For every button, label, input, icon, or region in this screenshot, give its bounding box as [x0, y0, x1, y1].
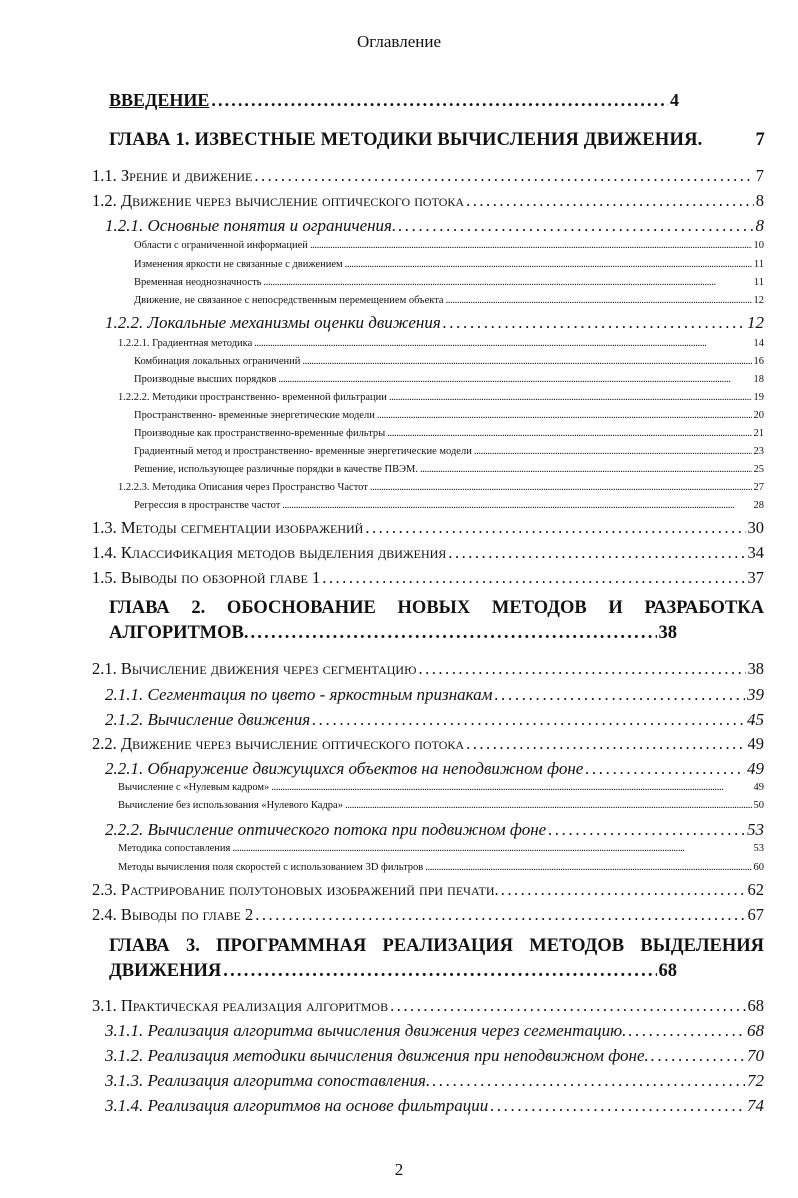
toc-entry-page: 8	[755, 191, 764, 210]
toc-entry-title: 1.2.2. Локальные механизмы оценки движения	[105, 313, 441, 332]
dot-leader	[211, 90, 668, 111]
toc-entry-title: 1.4. Классификация методов выделения движения	[92, 543, 447, 562]
dot-leader	[446, 295, 752, 306]
dot-leader	[425, 862, 751, 873]
toc-entry-title: ВВЕДЕНИЕ	[109, 90, 210, 110]
page-title: Оглавление	[357, 32, 441, 51]
toc-entry-2-2-2[interactable]	[105, 820, 764, 840]
toc-entry-3-1-4[interactable]	[105, 1096, 764, 1116]
dot-leader	[548, 820, 745, 840]
toc-entry-2-3[interactable]	[92, 880, 764, 900]
dot-leader	[232, 843, 751, 854]
dot-leader	[490, 1096, 745, 1116]
toc-entry-page: 67	[747, 905, 764, 924]
dot-leader	[370, 482, 752, 493]
dot-leader	[389, 392, 752, 403]
toc-entry-temporal[interactable]	[134, 277, 764, 288]
toc-entry-energy-models[interactable]	[134, 410, 764, 421]
toc-entry-page: 53	[747, 820, 764, 839]
toc-entry-page: 14	[753, 338, 764, 349]
dot-leader	[448, 543, 745, 563]
toc-entry-title: Комбинация локальных ограничений	[134, 356, 301, 367]
toc-entry-page: 38	[747, 659, 764, 678]
dot-leader	[278, 374, 751, 385]
toc-entry-title: 1.2.1. Основные понятия и ограничения.	[105, 216, 397, 235]
dot-leader	[312, 710, 745, 730]
toc-entry-title: 2.2.1. Обнаружение движущихся объектов на неподвижном фоне	[105, 759, 584, 778]
toc-entry-title: Пространственно- временные энергетические модели	[134, 410, 375, 421]
toc-entry-page: 10	[753, 240, 764, 251]
toc-entry-title: ГЛАВА 3. ПРОГРАММНАЯ РЕАЛИЗАЦИЯ МЕТОДОВ ВЫДЕЛЕНИЯ	[109, 936, 764, 956]
toc-entry-page: 34	[747, 543, 764, 562]
toc-entry-title: Вычисление без использования «Нулевого Кадра»	[118, 800, 343, 811]
toc-entry-limited-info[interactable]	[134, 240, 764, 251]
toc-entry-page: 4	[670, 90, 679, 110]
toc-entry-title: Изменения яркости не связанные с движением	[134, 259, 343, 270]
toc-entry-title: 2.1.2. Вычисление движения	[105, 710, 311, 729]
dot-leader	[254, 166, 753, 186]
toc-entry-frequency-regression[interactable]	[134, 500, 764, 511]
dot-leader	[501, 880, 746, 900]
toc-entry-title: 2.4. Выводы по главе 2	[92, 905, 254, 924]
page-number: 2	[394, 1160, 404, 1179]
toc-entry-title: 2.3. Растрирование полутоновых изображений при печати.	[92, 880, 499, 899]
dot-leader	[322, 568, 745, 588]
toc-entry-page: 7	[755, 130, 765, 150]
toc-entry-title: 1.1. Зрение и движение	[92, 166, 253, 185]
toc-entry-page: 19	[753, 392, 764, 403]
toc-entry-1-2-1[interactable]	[105, 216, 764, 236]
dot-leader	[271, 782, 751, 793]
toc-entry-derivative-filters[interactable]	[134, 428, 764, 439]
toc-entry-title: 2.2. Движение через вычисление оптического потока	[92, 734, 465, 753]
toc-entry-page: 50	[753, 800, 764, 811]
dot-leader	[387, 428, 751, 439]
toc-entry-page: 21	[753, 428, 764, 439]
toc-entry-page: 11	[753, 277, 764, 288]
toc-entry-page: 7	[755, 166, 764, 185]
toc-entry-title: 3.1.4. Реализация алгоритмов на основе фильтрации	[105, 1096, 489, 1115]
toc-entry-page: 70	[747, 1046, 764, 1065]
toc-entry-1-2-2-1[interactable]	[118, 338, 764, 349]
toc-entry-title-continued: АЛГОРИТМОВ.	[109, 623, 249, 643]
toc-entry-gradient-energy[interactable]	[134, 446, 764, 457]
toc-entry-title: Производные как пространственно-временные фильтры	[134, 428, 386, 439]
dot-leader	[585, 759, 745, 779]
toc-entry-title: 2.1.1. Сегментация по цвето - яркостным признакам	[105, 685, 493, 704]
toc-entry-title: 1.2. Движение через вычисление оптического потока	[92, 191, 465, 210]
toc-entry-page: 68	[747, 996, 764, 1015]
toc-entry-page: 49	[747, 734, 764, 753]
toc-entry-title: 1.3. Методы сегментации изображений	[92, 518, 364, 537]
toc-entry-title: ГЛАВА 2. ОБОСНОВАНИЕ НОВЫХ МЕТОДОВ И РАЗРАБОТКА	[109, 598, 764, 618]
toc-entry-title: Движение, не связанное с непосредственным перемещением объекта	[134, 295, 444, 306]
toc-entry-title: 2.2.2. Вычисление оптического потока при подвижном фоне	[105, 820, 547, 839]
dot-leader	[254, 338, 751, 349]
toc-entry-1-4[interactable]	[92, 543, 764, 563]
toc-entry-1-2-2[interactable]	[105, 313, 764, 333]
toc-entry-page: 49	[753, 782, 764, 793]
toc-entry-title: 2.1. Вычисление движения через сегментацию	[92, 659, 417, 678]
toc-entry-title: 3.1.1. Реализация алгоритма вычисления движения через сегментацию.	[105, 1021, 627, 1040]
dot-leader	[651, 1046, 745, 1066]
toc-entry-page: 25	[753, 464, 764, 475]
toc-entry-title: Методика сопоставления	[118, 843, 231, 854]
toc-entry-page: 28	[753, 500, 764, 511]
dot-leader	[310, 240, 752, 251]
toc-entry-title: 1.5. Выводы по обзорной главе 1	[92, 568, 321, 587]
toc-entry-title: 3.1.2. Реализация методики вычисления движения при неподвижном фоне.	[105, 1046, 649, 1065]
toc-entry-page: 23	[753, 446, 764, 457]
toc-entry-page: 68	[658, 961, 677, 981]
toc-entry-title: 1.2.2.3. Методика Описания через Пространство Частот	[118, 482, 368, 493]
toc-entry-page: 62	[747, 880, 764, 899]
toc-entry-page: 27	[753, 482, 764, 493]
toc-entry-3-1-2[interactable]	[105, 1046, 764, 1066]
toc-entry-page: 8	[755, 216, 764, 235]
toc-entry-title: 3.1.3. Реализация алгоритма сопоставления.	[105, 1071, 431, 1090]
dot-leader	[466, 734, 745, 754]
toc-entry-nonmoving[interactable]	[134, 295, 764, 306]
dot-leader	[345, 259, 752, 270]
toc-entry-orders-solution[interactable]	[134, 464, 764, 475]
toc-entry-page: 74	[747, 1096, 764, 1115]
toc-entry-1-1[interactable]	[92, 166, 764, 186]
toc-entry-2-2[interactable]	[92, 734, 764, 754]
dot-leader	[377, 410, 752, 421]
dot-leader	[443, 313, 745, 333]
dot-leader	[398, 216, 753, 236]
toc-entry-1-3[interactable]	[92, 518, 764, 538]
toc-entry-chapter-3[interactable]	[109, 936, 764, 982]
toc-entry-title: Методы вычисления поля скоростей с использованием 3D фильтров	[118, 862, 424, 873]
dot-leader	[495, 685, 745, 705]
toc-entry-title: Области с ограниченной информацией	[134, 240, 308, 251]
toc-entry-zero-frame[interactable]	[118, 782, 764, 793]
toc-entry-page: 12	[747, 313, 764, 332]
toc-entry-page: 60	[753, 862, 764, 873]
toc-entry-title: Вычисление с «Нулевым кадром»	[118, 782, 270, 793]
toc-entry-page: 68	[747, 1021, 764, 1040]
toc-entry-3-1-3[interactable]	[105, 1071, 764, 1091]
toc-entry-page: 11	[753, 259, 764, 270]
toc-entry-page: 12	[753, 295, 764, 306]
dot-leader	[390, 996, 745, 1016]
toc-entry-3-1-1[interactable]	[105, 1021, 764, 1041]
toc-entry-page: 49	[747, 759, 764, 778]
toc-entry-1-2-2-3[interactable]	[118, 482, 764, 493]
dot-leader	[223, 961, 656, 982]
toc-entry-page: 37	[747, 568, 764, 587]
toc-entry-page: 53	[753, 843, 764, 854]
dot-leader	[282, 500, 751, 511]
dot-leader	[432, 1071, 745, 1091]
toc-entry-matching[interactable]	[118, 843, 764, 854]
toc-entry-local-constraints[interactable]	[134, 356, 764, 367]
toc-entry-page: 38	[658, 623, 677, 643]
toc-entry-1-2-2-2[interactable]	[118, 392, 764, 403]
toc-entry-title: Решение, использующее различные порядки в качестве ПВЭМ.	[134, 464, 419, 475]
toc-entry-2-1-2[interactable]	[105, 710, 764, 730]
toc-entry-title: 3.1. Практическая реализация алгоритмов	[92, 996, 389, 1015]
toc-entry-chapter-1[interactable]	[109, 130, 765, 151]
dot-leader	[302, 356, 751, 367]
dot-leader	[255, 905, 745, 925]
toc-entry-title: Производные высших порядков	[134, 374, 277, 385]
dot-leader	[474, 446, 752, 457]
toc-entry-title: ГЛАВА 1. ИЗВЕСТНЫЕ МЕТОДИКИ ВЫЧИСЛЕНИЯ ДВИЖЕНИЯ.	[109, 130, 703, 150]
toc-entry-2-1[interactable]	[92, 659, 764, 679]
toc-entry-page: 16	[753, 356, 764, 367]
toc-entry-title: Временная неоднозначность	[134, 277, 262, 288]
toc-entry-page: 18	[753, 374, 764, 385]
dot-leader	[628, 1021, 745, 1041]
toc-entry-2-2-1[interactable]	[105, 759, 764, 779]
dot-leader	[418, 659, 745, 679]
toc-entry-1-2[interactable]	[92, 191, 764, 211]
toc-entry-brightness[interactable]	[134, 259, 764, 270]
toc-entry-3d-filters[interactable]	[118, 862, 764, 873]
dot-leader	[250, 623, 656, 644]
dot-leader	[345, 800, 752, 811]
dot-leader	[263, 277, 751, 288]
toc-entry-introduction[interactable]	[109, 90, 679, 111]
toc-entry-page: 39	[747, 685, 764, 704]
toc-entry-chapter-2[interactable]	[109, 598, 764, 644]
toc-entry-title: 1.2.2.1. Градиентная методика	[118, 338, 253, 349]
toc-entry-title-continued: ДВИЖЕНИЯ	[109, 961, 222, 981]
toc-entry-title: Регрессия в пространстве частот	[134, 500, 281, 511]
toc-entry-1-5[interactable]	[92, 568, 764, 588]
toc-entry-title: Градиентный метод и пространственно- временные энергетические модели	[134, 446, 472, 457]
toc-entry-page: 72	[747, 1071, 764, 1090]
toc-entry-3-1[interactable]	[92, 996, 764, 1016]
dot-leader	[420, 464, 751, 475]
dot-leader	[365, 518, 745, 538]
toc-entry-page: 45	[747, 710, 764, 729]
toc-entry-2-4[interactable]	[92, 905, 764, 925]
toc-entry-title: 1.2.2.2. Методики пространственно- временной фильтрации	[118, 392, 387, 403]
toc-entry-no-zero-frame[interactable]	[118, 800, 764, 811]
dot-leader	[466, 191, 754, 211]
toc-entry-page: 20	[753, 410, 764, 421]
toc-entry-2-1-1[interactable]	[105, 685, 764, 705]
toc-entry-page: 30	[747, 518, 764, 537]
toc-entry-higher-derivatives[interactable]	[134, 374, 764, 385]
